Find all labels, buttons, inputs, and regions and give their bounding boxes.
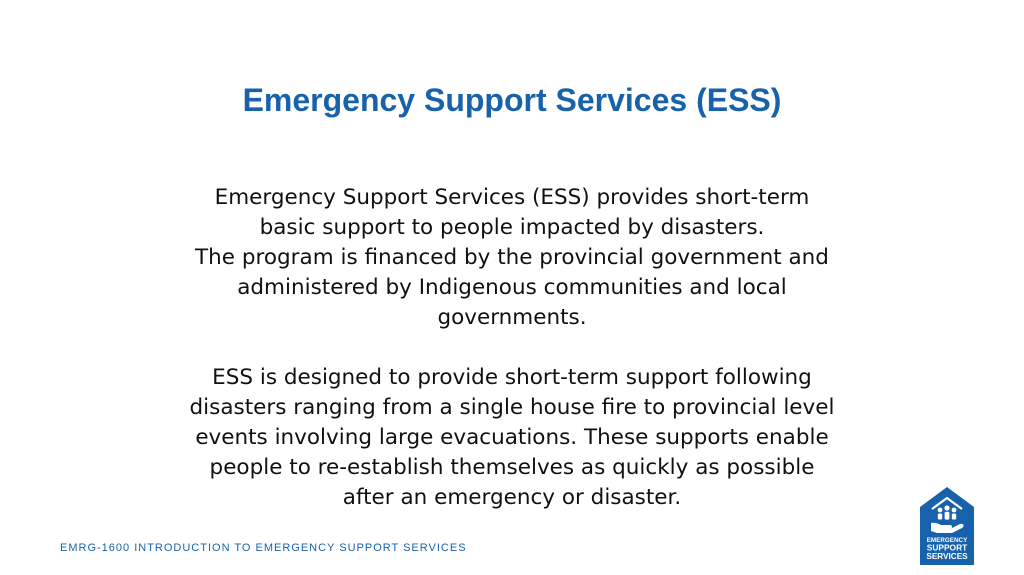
logo-text-support: SUPPORT — [926, 542, 968, 553]
course-footer: EMRG-1600 INTRODUCTION TO EMERGENCY SUPPORT SERVICES — [60, 542, 467, 554]
body-paragraph-2: ESS is designed to provide short-term support following disasters ranging from a single house fire to provincial level events involving large evacuations. These supports enable people to re-establish themselves as quickly as possible after an emergency or disaster. — [189, 365, 835, 510]
paragraph-spacer — [162, 333, 862, 363]
ess-logo — [920, 487, 974, 565]
logo-text-emergency: EMERGENCY — [926, 537, 968, 544]
logo-text-services: SERVICES — [926, 552, 968, 561]
body-paragraph-1: Emergency Support Services (ESS) provides short-term basic support to people impacted by disasters. The program is financed by the provincial government and administered by Indigenous communities and local governments. — [195, 185, 829, 330]
slide-title: Emergency Support Services (ESS) — [242, 82, 782, 118]
slide-body — [162, 183, 862, 513]
